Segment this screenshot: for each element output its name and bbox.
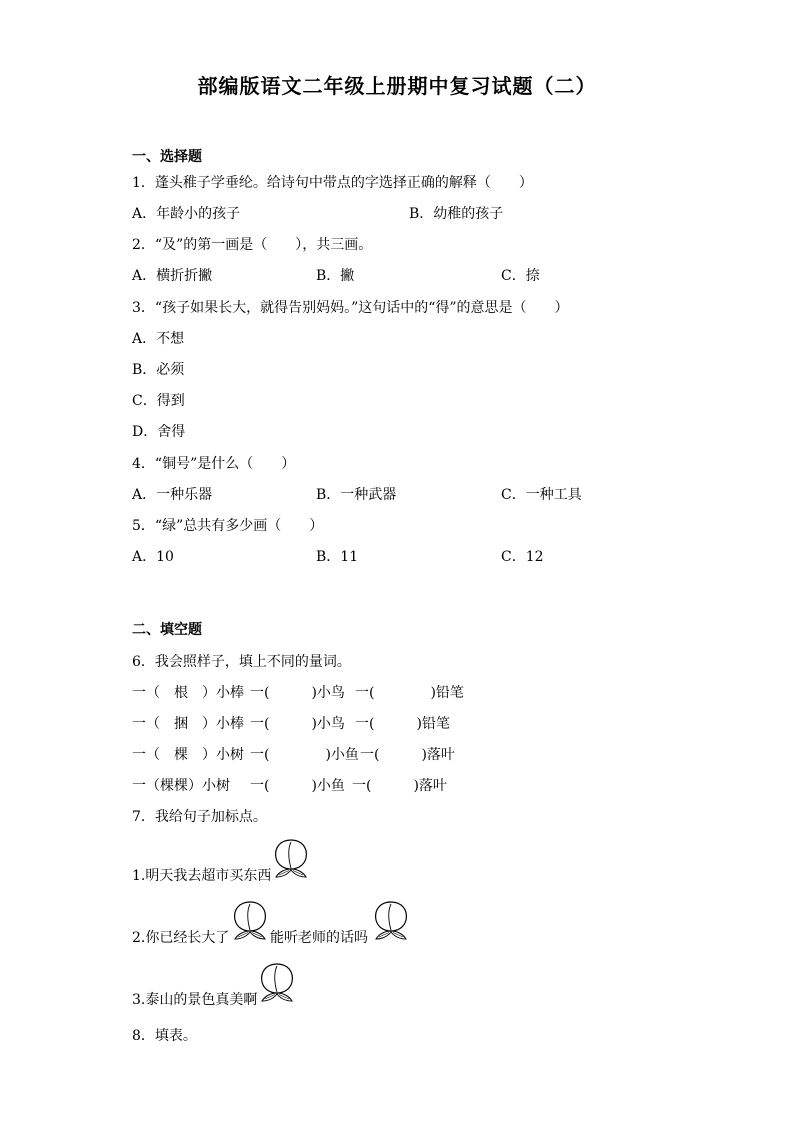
question-5-option-b: B．11 [316,549,359,565]
question-4-option-c: C．一种工具 [501,487,582,503]
peach-punctuation-box-icon[interactable] [230,898,270,942]
q6-row2-blank-pencil: 一( )铅笔 [355,716,450,732]
question-4-option-a: A．一种乐器 [132,487,213,503]
question-5-option-a: A．10 [132,549,174,565]
question-1-option-b: B．幼稚的孩子 [409,206,504,222]
question-3-option-a: A．不想 [132,331,185,347]
question-2-option-a: A．横折折撇 [132,268,213,284]
question-6-stem: 6．我会照样子，填上不同的量词。 [132,654,351,670]
q7-sentence-1: 1.明天我去超市买东西 [132,868,272,884]
q6-row3-blank-fish: 一( )小鱼 [250,747,359,763]
question-4-stem: 4．“铜号”是什么（ ） [132,456,296,472]
question-5-stem: 5．“绿”总共有多少画（ ） [132,518,324,534]
q6-row2-blank-bird: 一( )小鸟 [250,716,345,732]
question-1-option-a: A．年龄小的孩子 [132,206,241,222]
peach-punctuation-box-icon[interactable] [257,960,297,1004]
q6-row3-blank-leaf: 一( )落叶 [360,747,455,763]
q6-row3-example: 一（ 棵 ）小树 [132,747,244,763]
q6-row1-example: 一（ 根 ）小棒 [132,685,244,701]
q6-row4-blank-leaf: 一( )落叶 [352,778,447,794]
question-3-option-d: D．舍得 [132,424,186,440]
page-title: 部编版语文二年级上册期中复习试题（二） [197,74,597,98]
q6-row4-blank-fish: 一( )小鱼 [250,778,345,794]
question-2-option-c: C．捺 [501,268,540,284]
question-4-option-b: B．一种武器 [316,487,397,503]
q6-row1-blank-bird: 一( )小鸟 [250,685,345,701]
question-2-option-b: B．撇 [316,268,355,284]
question-3-option-c: C．得到 [132,393,185,409]
q7-sentence-3: 3.泰山的景色真美啊 [132,992,258,1008]
q6-row1-blank-pencil: 一( )铅笔 [355,685,464,701]
question-2-stem: 2．“及”的第一画是（ ），共三画。 [132,237,373,253]
section-heading-choice: 一、选择题 [132,149,202,165]
peach-punctuation-box-icon[interactable] [271,836,311,880]
question-8-stem: 8．填表。 [132,1028,197,1044]
question-3-stem: 3．“孩子如果长大，就得告别妈妈。”这句话中的“得”的意思是（ ） [132,300,569,316]
section-heading-fill: 二、填空题 [132,622,202,638]
peach-punctuation-box-icon[interactable] [371,898,411,942]
q7-sentence-2-part-b: 能听老师的话吗 [270,930,368,946]
question-1-stem: 1．蓬头稚子学垂纶。给诗句中带点的字选择正确的解释（ ） [132,175,533,191]
question-5-option-c: C．12 [501,549,544,565]
q6-row2-example: 一（ 捆 ）小棒 [132,716,244,732]
q7-sentence-2-part-a: 2.你已经长大了 [132,930,230,946]
question-3-option-b: B．必须 [132,362,185,378]
q6-row4-example: 一（棵棵）小树 [132,778,230,794]
question-7-stem: 7．我给句子加标点。 [132,809,267,825]
